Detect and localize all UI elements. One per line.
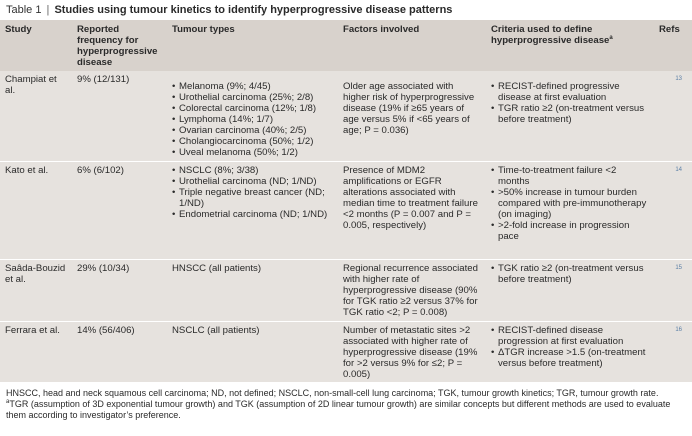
table-caption (0, 0, 692, 20)
list-item: • Colorectal carcinoma (12%; 1/8) (172, 103, 333, 114)
list-item: • Time-to-treatment failure <2 months (491, 165, 649, 187)
list-item: • Triple negative breast cancer (ND; 1/ND) (172, 187, 333, 209)
ref-cell: 14 (654, 162, 692, 260)
table-row (0, 322, 692, 384)
factors-cell: Regional recurrence associated with higher rate of hyperprogressive disease (90% for TGK ratio ≥2 versus 37% for TGK ratio <2; P = 0.008) (338, 260, 486, 322)
table-number: Table 1 (6, 4, 42, 16)
list-item: • NSCLC (8%; 3/38) (172, 165, 333, 176)
list-item: • Ovarian carcinoma (40%; 2/5) (172, 125, 333, 136)
footnote-text: TGR (assumption of 3D exponential tumour growth) and TGK (assumption of 2D linear tumour growth) are similar concepts but different methods are used to evaluate them according to investigator’s preference. (6, 399, 671, 420)
list-item: • >2-fold increase in progression pace (491, 220, 649, 242)
list-item: • ΔTGR increase >1.5 (on-treatment versus before treatment) (491, 347, 649, 369)
criteria-cell (486, 162, 654, 260)
factors-cell: Older age associated with higher risk of hyperprogressive disease (19% if ≥65 years of age versus 5% if <65 years of age; P = 0.036) (338, 71, 486, 162)
criteria-list (491, 165, 649, 242)
header-study: Study (0, 20, 72, 71)
table-header-row (0, 20, 692, 71)
abbreviations-footnote: HNSCC, head and neck squamous cell carcinoma; ND, not defined; NSCLC, non-small-cell lung carcinoma; TGK, tumour growth kinetics; TGR, tumour growth rate. (6, 388, 659, 398)
table-row (0, 162, 692, 260)
list-item: • TGR ratio ≥2 (on-treatment versus before treatment) (491, 103, 649, 125)
list-item: • Melanoma (9%; 4/45) (172, 81, 333, 92)
frequency-cell: 9% (12/131) (72, 71, 167, 162)
tumour-type-list (172, 81, 333, 158)
tumour-types-cell: HNSCC (all patients) (167, 260, 338, 322)
header-criteria-label: Criteria used to define hyperprogressive disease (491, 24, 610, 46)
ref-cell: 13 (654, 71, 692, 162)
frequency-cell: 6% (6/102) (72, 162, 167, 260)
tgr-tgk-footnote (6, 399, 686, 421)
study-cell: Champiat et al. (0, 71, 72, 162)
table-row (0, 71, 692, 162)
ref-cell: 16 (675, 327, 682, 333)
criteria-list (491, 263, 649, 285)
list-item: • Urothelial carcinoma (25%; 2/8) (172, 92, 333, 103)
list-item: • Uveal melanoma (50%; 1/2) (172, 147, 333, 158)
list-item: • Endometrial carcinoma (ND; 1/ND) (172, 209, 333, 220)
criteria-cell (486, 71, 654, 162)
tumour-type-list (172, 165, 333, 220)
table-title: Studies using tumour kinetics to identify hyperprogressive disease patterns (54, 4, 453, 16)
frequency-cell: 29% (10/34) (72, 260, 167, 322)
table-footnotes (0, 382, 692, 436)
header-tumour-types: Tumour types (167, 20, 338, 71)
table-row (0, 260, 692, 322)
header-refs: Refs (654, 20, 692, 71)
footnote-marker: a (6, 399, 10, 405)
header-frequency: Reported frequency for hyperprogressive disease (72, 20, 167, 71)
list-item: • Urothelial carcinoma (ND; 1/ND) (172, 176, 333, 187)
list-item: • Lymphoma (14%; 1/7) (172, 114, 333, 125)
caption-separator: | (46, 4, 50, 16)
list-item: • TGK ratio ≥2 (on-treatment versus before treatment) (491, 263, 649, 285)
tumour-types-cell: NSCLC (all patients) (172, 325, 260, 336)
tumour-types-cell (167, 162, 338, 260)
frequency-cell: 14% (56/406) (77, 325, 135, 336)
list-item: • RECIST-defined progressive disease at first evaluation (491, 81, 649, 103)
study-cell: Saâda-Bouzid et al. (0, 260, 72, 322)
factors-cell: Number of metastatic sites >2 associated with higher rate of hyperprogressive disease (19% for >2 versus 9% for ≤2; P = 0.005) (343, 325, 478, 380)
criteria-cell (486, 322, 654, 384)
study-cell: Ferrara et al. (5, 325, 60, 336)
criteria-cell (486, 260, 654, 322)
criteria-list (491, 81, 649, 125)
list-item: • >50% increase in tumour burden compared with pre-immunotherapy (on imaging) (491, 187, 649, 220)
list-item: • Cholangiocarcinoma (50%; 1/2) (172, 136, 333, 147)
factors-cell: Presence of MDM2 amplifications or EGFR alterations associated with median time to treatment failure <2 months (P = 0.007 and P = 0.005, respectively) (338, 162, 486, 260)
header-criteria (486, 20, 654, 71)
study-cell: Kato et al. (0, 162, 72, 260)
studies-table (0, 20, 692, 383)
tumour-types-cell (167, 71, 338, 162)
criteria-list (491, 325, 649, 369)
header-factors: Factors involved (338, 20, 486, 71)
header-criteria-footnote-marker: a (609, 34, 613, 41)
ref-cell: 15 (654, 260, 692, 322)
list-item: • RECIST-defined disease progression at first evaluation (491, 325, 649, 347)
